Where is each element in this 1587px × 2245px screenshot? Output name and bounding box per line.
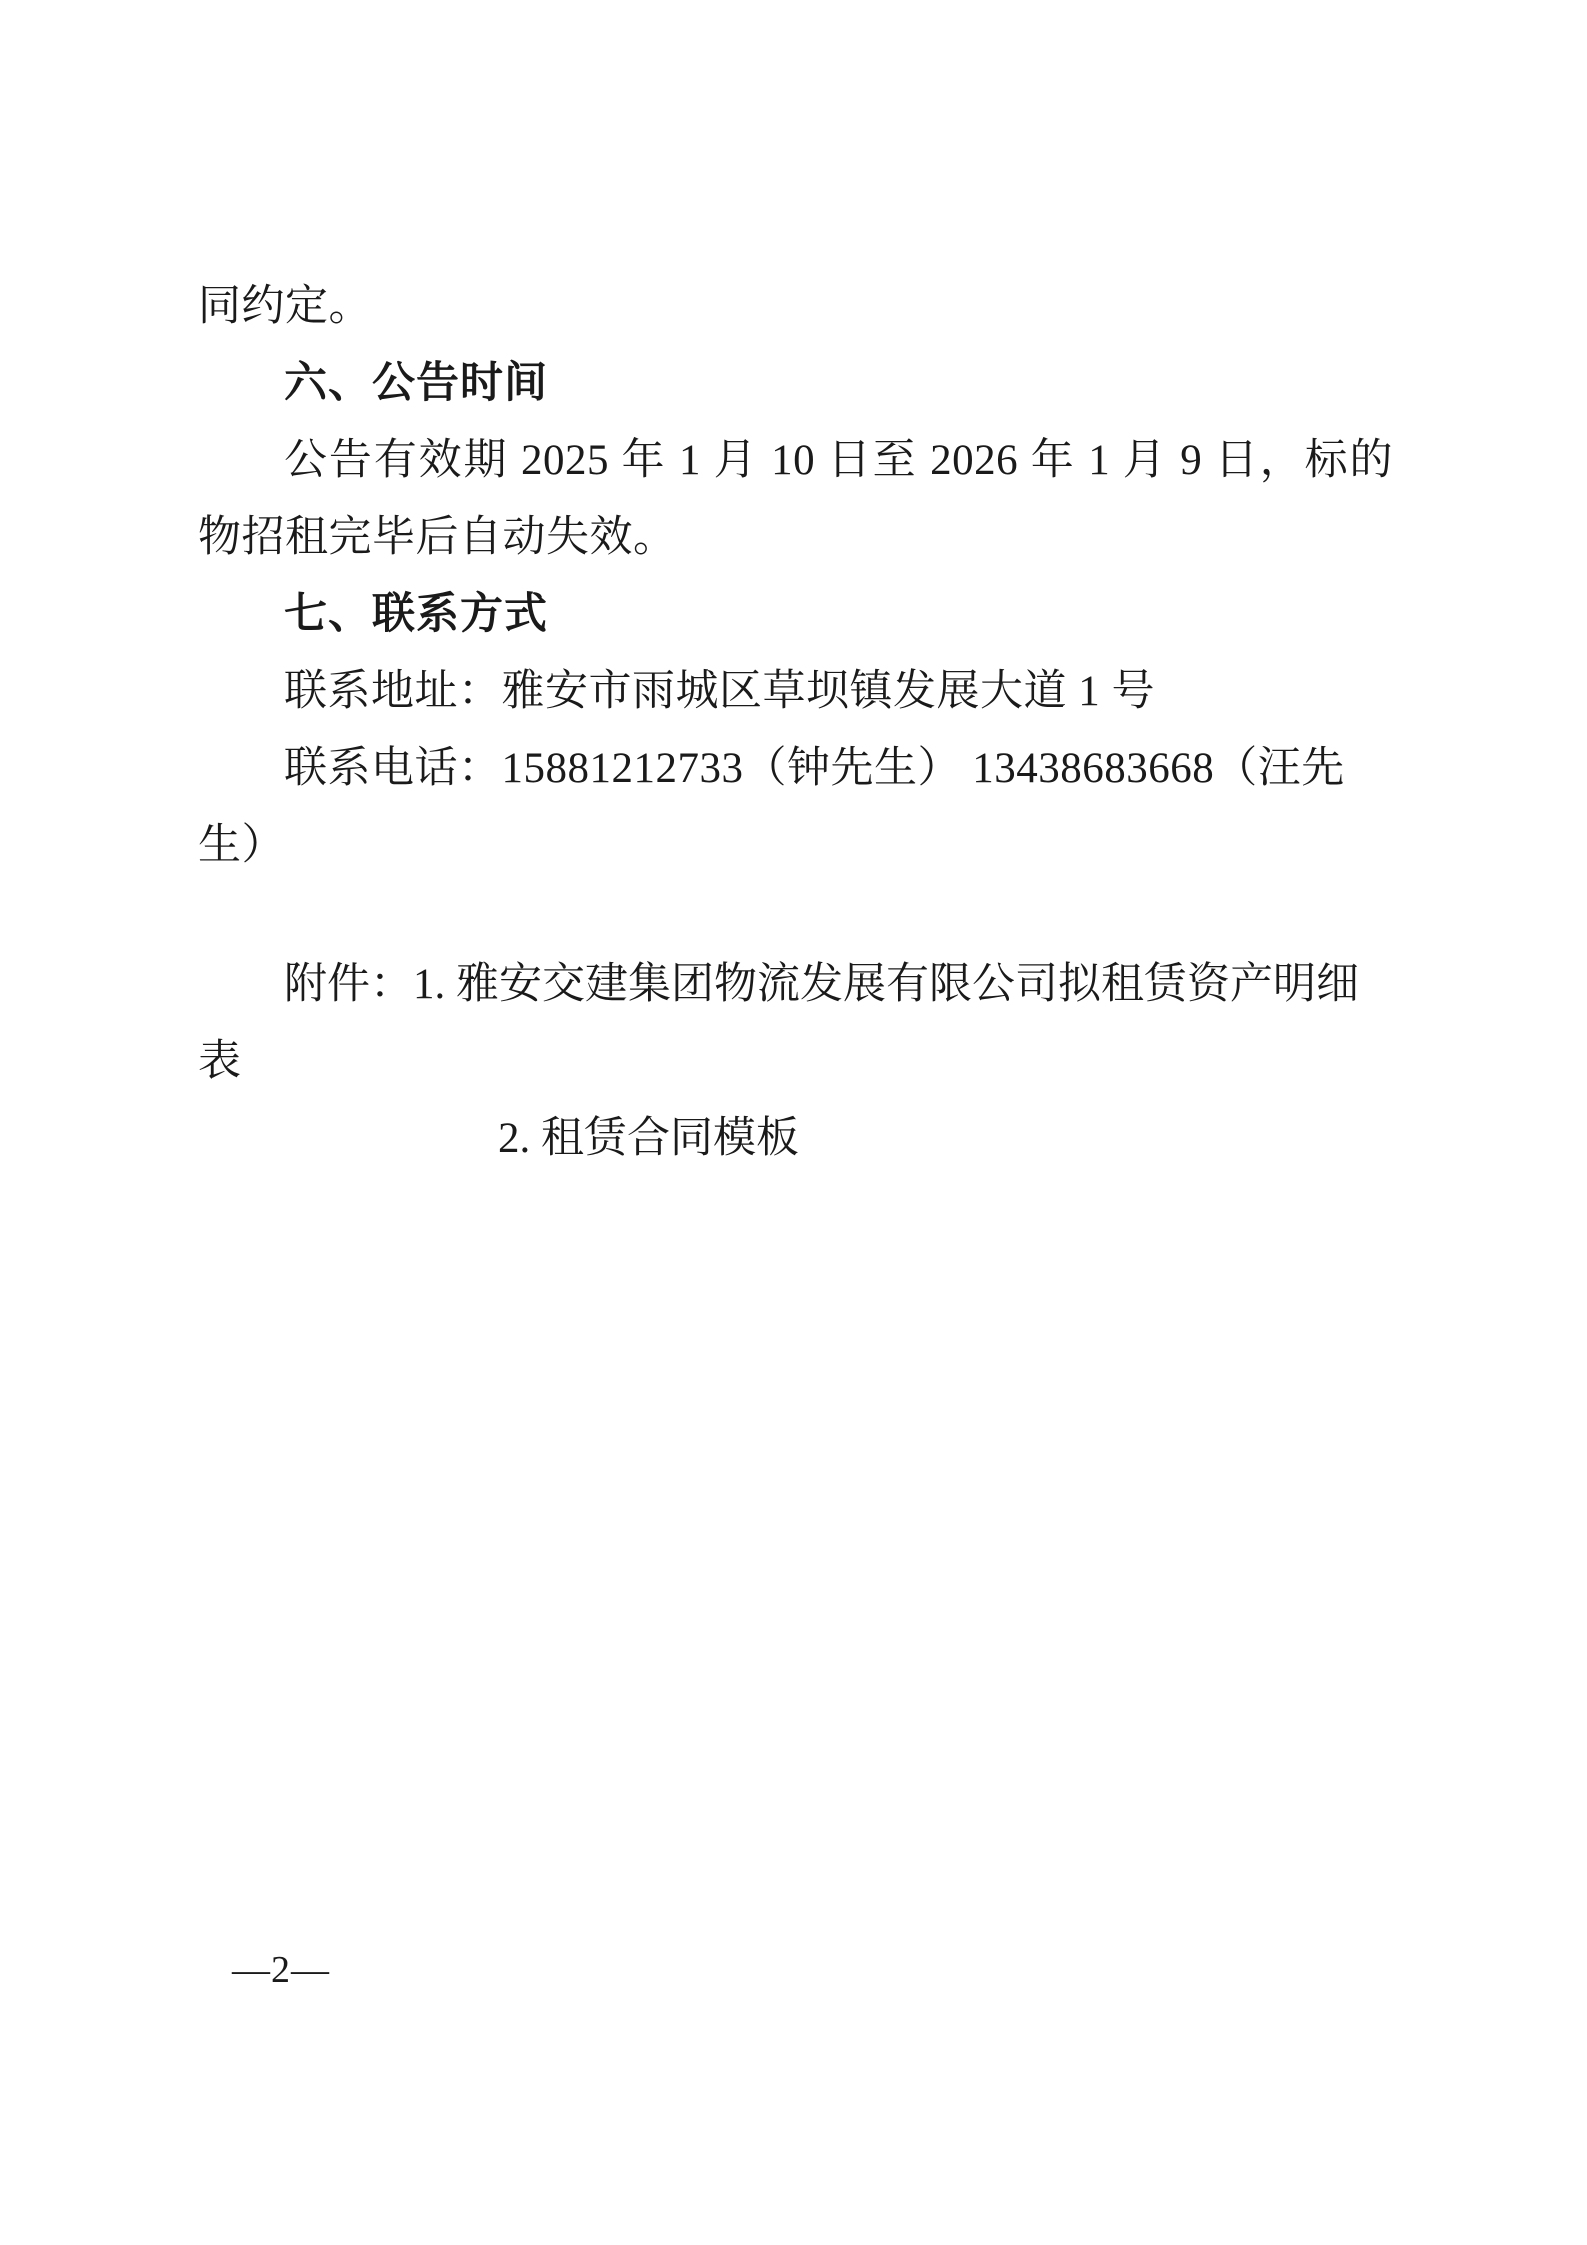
section-six-paragraph: 公告有效期 2025 年 1 月 10 日至 2026 年 1 月 9 日，标的物招租完毕后自动失效。: [198, 437, 1393, 561]
attachment-line-two: 2. 租赁合同模板: [498, 1115, 799, 1162]
section-heading-six: 六、公告时间: [284, 358, 548, 408]
section-heading-seven: 七、联系方式: [284, 589, 548, 639]
attachment-line-one: 附件：1. 雅安交建集团物流发展有限公司拟租赁资产明细表: [198, 961, 1359, 1085]
continued-paragraph: 同约定。: [198, 283, 372, 330]
contact-address-line: 联系地址：雅安市雨城区草坝镇发展大道 1 号: [284, 668, 1155, 715]
contact-phone-line: 联系电话：15881212733（钟先生） 13438683668（汪先生）: [198, 745, 1345, 869]
spacer: [198, 884, 1393, 946]
page-number: —2—: [232, 1949, 330, 1991]
document-body: [198, 268, 1393, 1177]
